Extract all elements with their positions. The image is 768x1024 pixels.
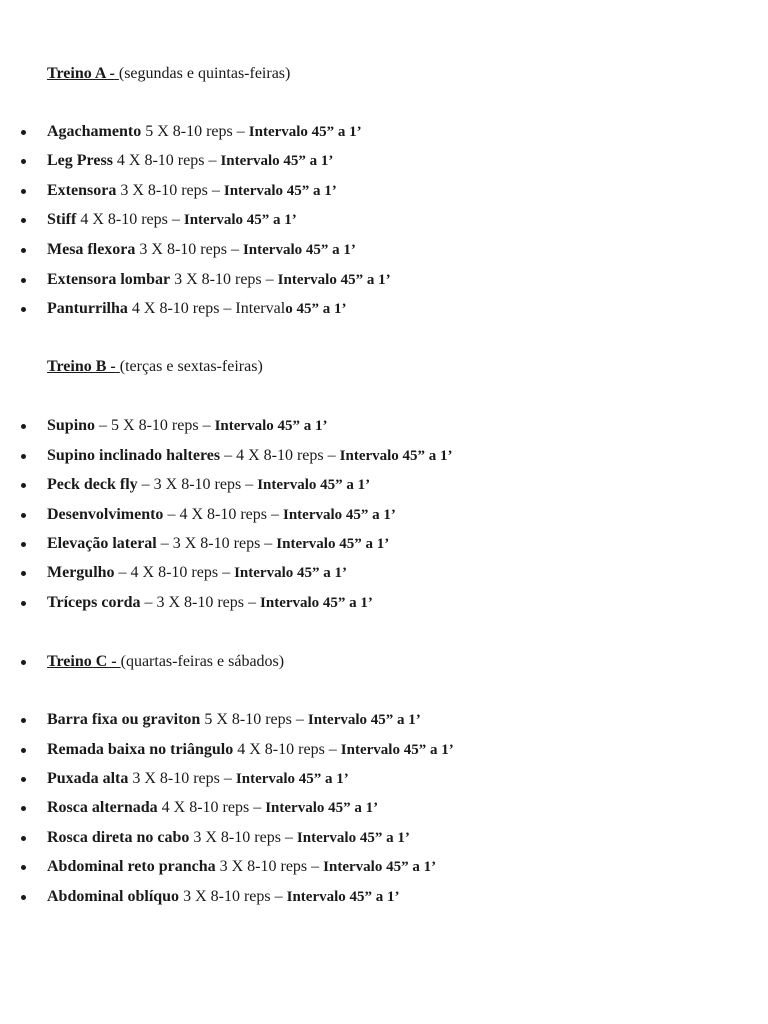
bullet-icon — [21, 806, 26, 811]
workout-a-label: Treino A - — [47, 65, 115, 82]
bullet-icon — [21, 836, 26, 841]
bullet-icon — [21, 278, 26, 283]
list-item: Stiff 4 X 8-10 reps – Intervalo 45” a 1’ — [47, 210, 297, 230]
workout-c-label: Treino C - — [47, 653, 117, 670]
workout-a-days: (segundas e quintas-feiras) — [118, 65, 291, 82]
list-item: Rosca alternada 4 X 8-10 reps – Intervalo 45” a 1’ — [47, 798, 378, 818]
list-item: Supino – 5 X 8-10 reps – Intervalo 45” a 1’ — [47, 416, 328, 436]
workout-b-heading — [47, 357, 263, 377]
bullet-icon — [21, 454, 26, 459]
bullet-icon — [21, 189, 26, 194]
bullet-icon — [21, 718, 26, 723]
list-item: Mergulho – 4 X 8-10 reps – Intervalo 45” a 1’ — [47, 563, 347, 583]
bullet-icon — [21, 571, 26, 576]
bullet-icon — [21, 542, 26, 547]
bullet-icon — [21, 307, 26, 312]
list-item: Agachamento 5 X 8-10 reps – Intervalo 45” a 1’ — [47, 122, 362, 142]
list-item: Abdominal reto prancha 3 X 8-10 reps – Intervalo 45” a 1’ — [47, 857, 436, 877]
workout-b-label: Treino B - — [47, 358, 116, 375]
bullet-icon — [21, 660, 26, 665]
bullet-icon — [21, 895, 26, 900]
workout-c-heading — [47, 652, 284, 672]
workout-a-heading — [47, 64, 290, 84]
list-item: Barra fixa ou graviton 5 X 8-10 reps – Intervalo 45” a 1’ — [47, 710, 421, 730]
list-item: Remada baixa no triângulo 4 X 8-10 reps – Intervalo 45” a 1’ — [47, 740, 454, 760]
list-item: Elevação lateral – 3 X 8-10 reps – Intervalo 45” a 1’ — [47, 534, 389, 554]
bullet-icon — [21, 748, 26, 753]
bullet-icon — [21, 601, 26, 606]
list-item: Abdominal oblíquo 3 X 8-10 reps – Intervalo 45” a 1’ — [47, 887, 400, 907]
bullet-icon — [21, 248, 26, 253]
bullet-icon — [21, 513, 26, 518]
workout-b-days: (terças e sextas-feiras) — [119, 358, 263, 375]
bullet-icon — [21, 159, 26, 164]
list-item: Panturrilha 4 X 8-10 reps – Intervalo 45” a 1’ — [47, 299, 346, 319]
bullet-icon — [21, 865, 26, 870]
bullet-icon — [21, 483, 26, 488]
list-item: Leg Press 4 X 8-10 reps – Intervalo 45” a 1’ — [47, 151, 333, 171]
bullet-icon — [21, 424, 26, 429]
list-item: Extensora lombar 3 X 8-10 reps – Intervalo 45” a 1’ — [47, 270, 391, 290]
list-item: Extensora 3 X 8-10 reps – Intervalo 45” a 1’ — [47, 181, 337, 201]
list-item: Mesa flexora 3 X 8-10 reps – Intervalo 45” a 1’ — [47, 240, 356, 260]
bullet-icon — [21, 218, 26, 223]
list-item: Puxada alta 3 X 8-10 reps – Intervalo 45” a 1’ — [47, 769, 349, 789]
bullet-icon — [21, 777, 26, 782]
bullet-icon — [21, 130, 26, 135]
list-item: Peck deck fly – 3 X 8-10 reps – Intervalo 45” a 1’ — [47, 475, 370, 495]
workout-c-days: (quartas-feiras e sábados) — [120, 653, 285, 670]
list-item: Desenvolvimento – 4 X 8-10 reps – Intervalo 45” a 1’ — [47, 505, 396, 525]
list-item: Supino inclinado halteres – 4 X 8-10 reps – Intervalo 45” a 1’ — [47, 446, 453, 466]
list-item: Tríceps corda – 3 X 8-10 reps – Intervalo 45” a 1’ — [47, 593, 373, 613]
list-item: Rosca direta no cabo 3 X 8-10 reps – Intervalo 45” a 1’ — [47, 828, 410, 848]
